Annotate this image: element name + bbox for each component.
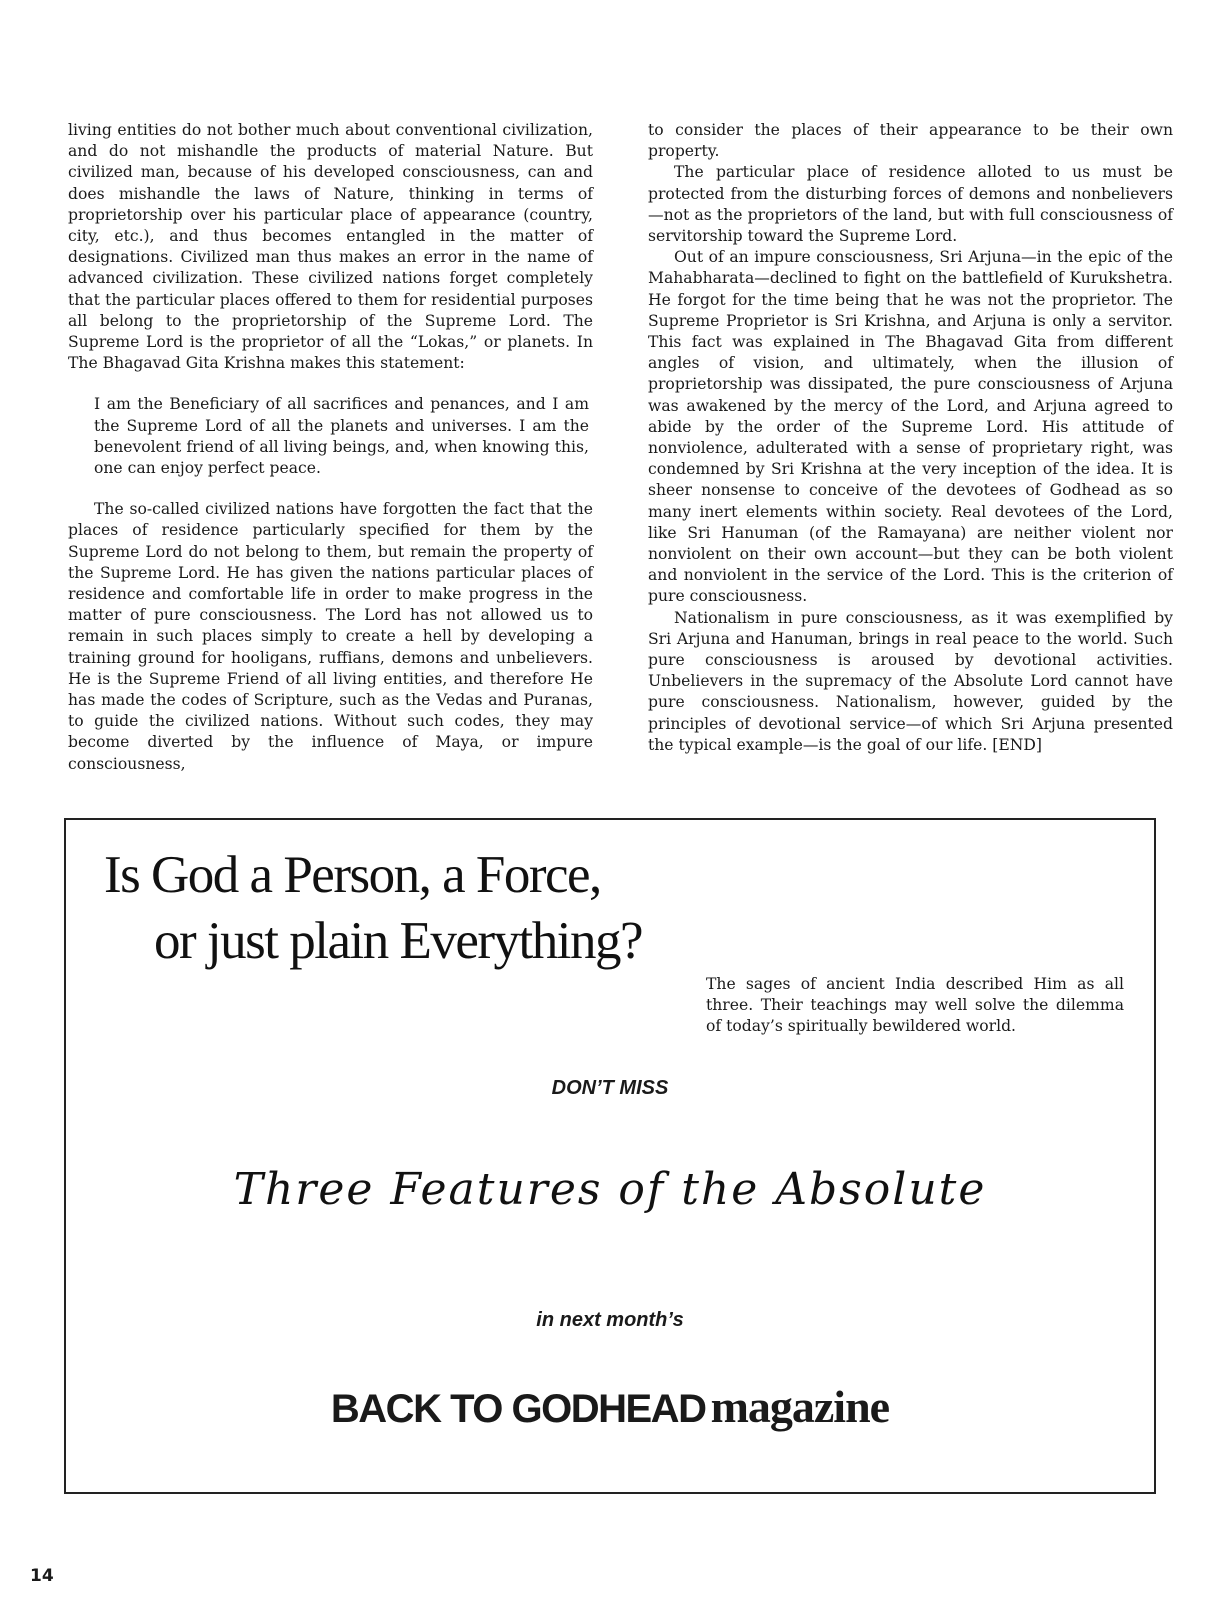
- article-paragraph: The so-called civilized nations have forgotten the fact that the places of residence particularly specified for them by the Supreme Lord do not belong to them, but remain the property of the Supreme Lord. He has given the nations particular places of residence and comfortable life in order to make progress in the matter of pure consciousness. The Lord has not allowed us to remain in such places simply to create a hell by developing a training ground for hooligans, ruffians, demons and unbelievers. He is the Supreme Friend of all living entities, and therefore He has made the codes of Scripture, such as the Vedas and Puranas, to guide the civilized nations. Without such codes, they may become diverted by the influence of Maya, or impure consciousness,: [68, 500, 593, 773]
- ad-blurb: The sages of ancient India described Him as all three. Their teachings may well solve the dilemma of today’s spiritually bewildered world.: [706, 975, 1124, 1035]
- article-paragraph: Out of an impure consciousness, Sri Arjuna—in the epic of the Mahabharata—declined to fight on the battlefield of Kurukshetra. He forgot for the time being that he was not the proprietor. The Supreme Proprietor is Sri Krishna, and Arjuna is only a servitor. This fact was explained in The Bhagavad Gita from different angles of vision, and ultimately, when the illusion of proprietorship was dissipated, the pure consciousness of Arjuna was awakened by the mercy of the Lord, and Arjuna agreed to abide by the order of the Supreme Lord. His attitude of nonviolence, adulterated with a sense of proprietary right, was condemned by Sri Krishna at the very inception of the idea. It is sheer nonsense to conceive of the devotees of Godhead as so many inert elements within society. Real devotees of the Lord, like Sri Hanuman (of the Ramayana) are neither violent nor nonviolent on their own account—but they can be both violent and nonviolent in the service of the Lord. This is the criterion of pure consciousness.: [648, 248, 1173, 606]
- ad-feature-title: Three Features of the Absolute: [233, 1164, 987, 1215]
- magazine-name-word: magazine: [710, 1381, 890, 1432]
- ad-next-month: in next month’s: [536, 1309, 684, 1331]
- article-paragraph: to consider the places of their appearance to be their own property.: [648, 121, 1173, 161]
- magazine-name-caps: BACK TO GODHEAD: [330, 1387, 706, 1431]
- page-number: 14: [30, 1566, 54, 1586]
- advertisement-box: [64, 818, 1156, 1494]
- ad-dont-miss: DON’T MISS: [551, 1077, 669, 1099]
- article-paragraph: living entities do not bother much about conventional civilization, and do not mishandle the products of material Nature. But civilized man, because of his developed consciousness, can and does mishandle the laws of Nature, thinking in terms of proprietorship over his particular place of appearance (country, city, etc.), and thus becomes entangled in the matter of designations. Civilized man thus makes an error in the name of advanced civilization. These civilized nations forget completely that the particular places offered to them for residential purposes all belong to the proprietorship of the Supreme Lord. The Supreme Lord is the proprietor of all the “Lokas,” or planets. In The Bhagavad Gita Krishna makes this statement:: [68, 121, 593, 373]
- ad-headline-line1: Is God a Person, a Force,: [104, 846, 601, 904]
- ad-magazine-name: [66, 1380, 1154, 1433]
- scripture-quote: I am the Beneficiary of all sacrifices and penances, and I am the Supreme Lord of all the planets and universes. I am the benevolent friend of all living beings, and, when knowing this, one can enjoy perfect peace.: [94, 395, 589, 478]
- article-paragraph: Nationalism in pure consciousness, as it was exemplified by Sri Arjuna and Hanuman, brings in real peace to the world. Such pure consciousness is aroused by devotional activities. Unbelievers in the supremacy of the Absolute Lord cannot have pure consciousness. Nationalism, however, guided by the principles of devotional service—of which Sri Arjuna presented the typical example—is the goal of our life. [END]: [648, 608, 1173, 754]
- article-left-column: [68, 120, 593, 775]
- article-paragraph: The particular place of residence alloted to us must be protected from the disturbing forces of demons and nonbelievers—not as the proprietors of the land, but with full consciousness of servitorship toward the Supreme Lord.: [648, 163, 1173, 246]
- article-right-column: [648, 120, 1173, 756]
- ad-headline-line2: or just plain Everything?: [154, 912, 642, 970]
